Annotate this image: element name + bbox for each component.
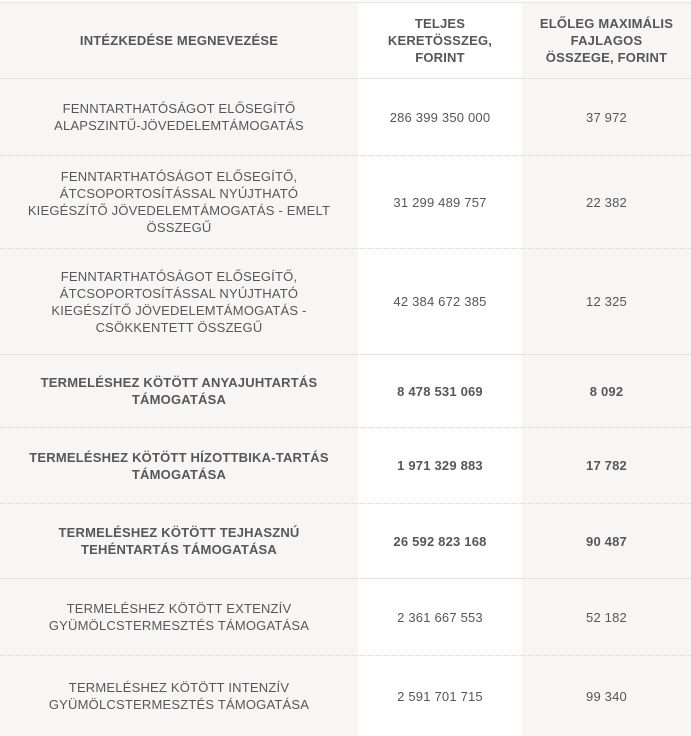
measure-name-cell: TERMELÉSHEZ KÖTÖTT TEJHASZNÚ TEHÉNTARTÁS TÁMOGATÁSA [0,504,358,578]
total-budget-cell: 42 384 672 385 [358,249,522,354]
total-budget-cell: 286 399 350 000 [358,79,522,155]
total-budget-cell: 31 299 489 757 [358,156,522,248]
table-row [0,79,691,156]
advance-max-cell: 52 182 [522,579,691,655]
total-budget-cell: 8 478 531 069 [358,355,522,427]
table-row [0,656,691,736]
measure-name-cell: FENNTARTHATÓSÁGOT ELŐSEGÍTŐ ALAPSZINTŰ-JÖVEDELEMTÁMOGATÁS [0,79,358,155]
measure-name-cell: TERMELÉSHEZ KÖTÖTT HÍZOTTBIKA-TARTÁS TÁMOGATÁSA [0,428,358,503]
table-row [0,355,691,428]
total-budget-cell: 1 971 329 883 [358,428,522,503]
table-row [0,504,691,579]
measure-name-cell: TERMELÉSHEZ KÖTÖTT ANYAJUHTARTÁS TÁMOGATÁSA [0,355,358,427]
header-advance-max: ELŐLEG MAXIMÁLIS FAJLAGOS ÖSSZEGE, FORINT [522,3,691,78]
total-budget-cell: 2 361 667 553 [358,579,522,655]
table-row [0,156,691,249]
advance-max-cell: 37 972 [522,79,691,155]
table-header-row [0,3,691,79]
measure-name-cell: TERMELÉSHEZ KÖTÖTT INTENZÍV GYÜMÖLCSTERMESZTÉS TÁMOGATÁSA [0,656,358,736]
header-measure-name: INTÉZKEDÉSE MEGNEVEZÉSE [0,3,358,78]
table-row [0,428,691,504]
advance-max-cell: 17 782 [522,428,691,503]
total-budget-cell: 2 591 701 715 [358,656,522,736]
measure-name-cell: TERMELÉSHEZ KÖTÖTT EXTENZÍV GYÜMÖLCSTERMESZTÉS TÁMOGATÁSA [0,579,358,655]
advance-max-cell: 8 092 [522,355,691,427]
advance-max-cell: 99 340 [522,656,691,736]
advance-max-cell: 22 382 [522,156,691,248]
header-total-budget: TELJES KERETÖSSZEG, FORINT [358,3,522,78]
advance-max-cell: 90 487 [522,504,691,578]
subsidy-table [0,3,691,736]
measure-name-cell: FENNTARTHATÓSÁGOT ELŐSEGÍTŐ, ÁTCSOPORTOSÍTÁSSAL NYÚJTHATÓ KIEGÉSZÍTŐ JÖVEDELEMTÁMOGATÁS - EMELT ÖSSZEGŰ [0,156,358,248]
measure-name-cell: FENNTARTHATÓSÁGOT ELŐSEGÍTŐ, ÁTCSOPORTOSÍTÁSSAL NYÚJTHATÓ KIEGÉSZÍTŐ JÖVEDELEMTÁMOGATÁS - CSÖKKENTETT ÖSSZEGŰ [0,249,358,354]
advance-max-cell: 12 325 [522,249,691,354]
table-row [0,579,691,656]
total-budget-cell: 26 592 823 168 [358,504,522,578]
table-row [0,249,691,355]
